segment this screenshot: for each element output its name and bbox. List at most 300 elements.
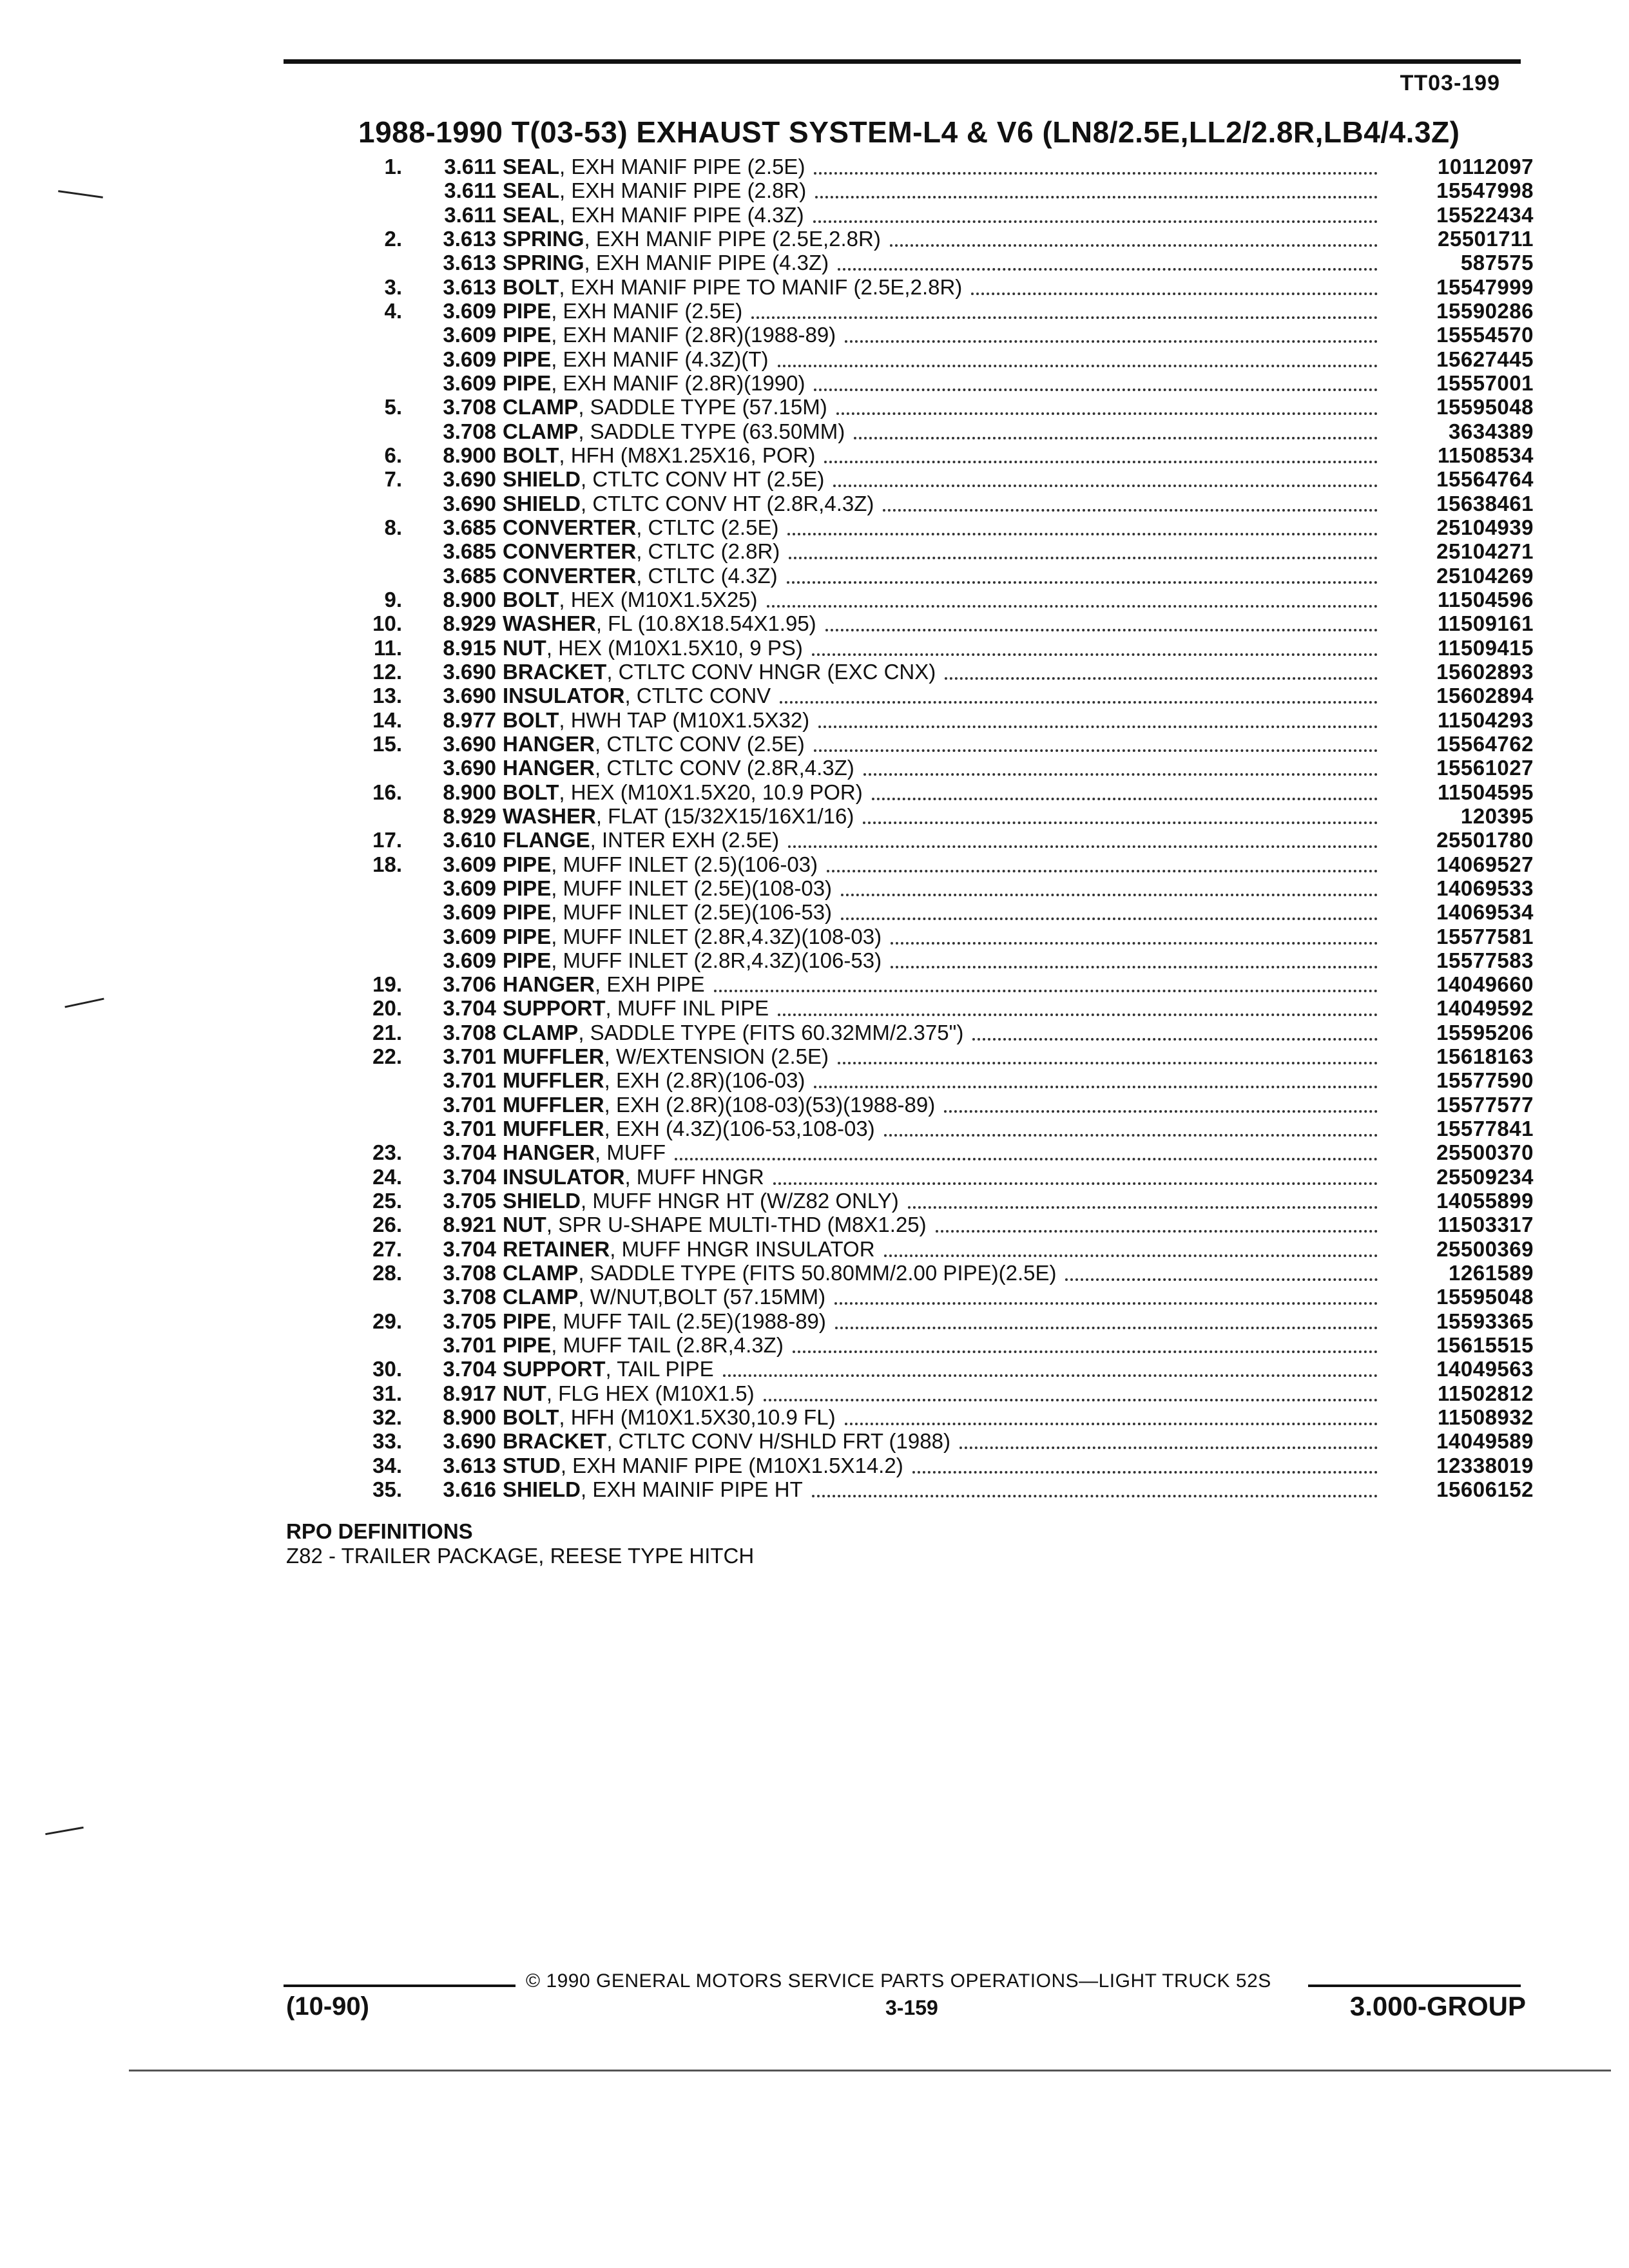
dot-leader: [838, 251, 1378, 271]
part-name: RETAINER: [503, 1236, 610, 1261]
part-name: FLANGE: [503, 828, 590, 852]
part-detail: , MUFF INL PIPE: [605, 996, 769, 1021]
item-number: 6.: [384, 443, 402, 467]
item-number: 9.: [384, 587, 402, 611]
part-number: 15577583: [1436, 948, 1534, 972]
item-number: 12.: [372, 659, 402, 684]
part-description: [503, 996, 1385, 1020]
part-description: [503, 443, 1385, 467]
part-description: [503, 539, 1385, 563]
part-number: 15615515: [1436, 1333, 1534, 1358]
part-description: [503, 395, 1385, 419]
dot-leader: [834, 1285, 1378, 1305]
part-name: WASHER: [503, 803, 596, 828]
group-number: 3.685: [443, 539, 496, 564]
part-description: [503, 467, 1385, 491]
group-number: 3.613: [443, 251, 496, 275]
part-detail: , EXH MAINIF PIPE HT: [581, 1477, 803, 1502]
dot-leader: [838, 1044, 1378, 1064]
part-description: [503, 1357, 1385, 1381]
parts-row: [348, 900, 1534, 924]
item-number: 16.: [372, 780, 402, 804]
group-number: 3.690: [443, 684, 496, 708]
part-detail: , MUFF INLET (2.8R,4.3Z)(108-03): [551, 924, 882, 948]
part-name: NUT: [503, 635, 546, 660]
part-description: [503, 515, 1385, 539]
part-name: BOLT: [503, 587, 559, 611]
part-detail: , MUFF TAIL (2.5E)(1988-89): [551, 1309, 826, 1333]
part-number: 587575: [1460, 251, 1534, 275]
dot-leader: [824, 443, 1378, 463]
item-number: 23.: [372, 1140, 402, 1165]
dot-leader: [773, 1165, 1378, 1185]
part-number: 15638461: [1436, 491, 1534, 515]
part-number: 15595048: [1436, 395, 1534, 419]
part-name: WASHER: [503, 611, 596, 636]
parts-row: [348, 660, 1534, 684]
parts-row: [348, 178, 1534, 202]
parts-row: [348, 251, 1534, 274]
dot-leader: [884, 1117, 1378, 1137]
parts-row: [348, 828, 1534, 852]
part-detail: , EXH MANIF (4.3Z)(T): [551, 347, 769, 371]
dot-leader: [723, 1357, 1378, 1377]
group-number: 3.609: [443, 347, 496, 371]
part-number: 15602894: [1436, 684, 1534, 708]
part-number: 14049660: [1436, 972, 1534, 997]
part-number: 11508932: [1437, 1405, 1534, 1430]
item-number: 5.: [384, 395, 402, 419]
part-detail: , CTLTC (4.3Z): [636, 563, 778, 588]
part-description: [503, 780, 1385, 804]
part-name: PIPE: [503, 852, 552, 876]
page-id: TT03-199: [1400, 71, 1500, 95]
part-description: [503, 732, 1385, 756]
group-number: 3.704: [443, 1236, 496, 1261]
parts-row: [348, 275, 1534, 299]
part-description: [503, 925, 1385, 948]
item-number: 28.: [372, 1261, 402, 1285]
part-description: [503, 708, 1385, 732]
part-name: CONVERTER: [503, 515, 637, 539]
part-name: CLAMP: [503, 419, 579, 443]
group-number: 3.704: [443, 996, 496, 1021]
group-number: 3.704: [443, 1140, 496, 1165]
part-detail: , MUFF INLET (2.5)(106-03): [551, 852, 818, 876]
group-number: 3.613: [443, 274, 496, 299]
item-number: 11.: [373, 635, 402, 660]
part-detail: , EXH MANIF PIPE (2.8R): [559, 178, 807, 203]
parts-row: [348, 1189, 1534, 1213]
part-name: SHIELD: [503, 1189, 581, 1213]
part-description: [503, 972, 1385, 996]
part-number: 15595206: [1436, 1020, 1534, 1044]
part-description: [503, 1021, 1385, 1044]
dot-leader: [890, 227, 1378, 247]
part-number: 11503317: [1437, 1213, 1534, 1237]
part-detail: , EXH MANIF PIPE (4.3Z): [559, 202, 804, 227]
part-name: MUFFLER: [503, 1044, 604, 1069]
dot-leader: [812, 1477, 1378, 1497]
part-name: HANGER: [503, 756, 595, 780]
part-description: [503, 660, 1385, 684]
part-description: [503, 371, 1385, 395]
group-number: 3.708: [443, 395, 496, 419]
part-number: 25104269: [1436, 563, 1534, 588]
dot-leader: [778, 347, 1378, 367]
part-number: 25500370: [1436, 1140, 1534, 1165]
item-number: 25.: [372, 1189, 402, 1213]
group-number: 8.921: [443, 1213, 496, 1237]
item-number: 29.: [372, 1309, 402, 1333]
part-detail: , SPR U-SHAPE MULTI-THD (M8X1.25): [546, 1213, 927, 1237]
part-detail: , HEX (M10X1.5X25): [559, 587, 758, 611]
group-number: 3.690: [443, 467, 496, 492]
group-number: 3.705: [443, 1189, 496, 1213]
part-name: BOLT: [503, 443, 559, 467]
part-name: MUFFLER: [503, 1117, 604, 1141]
part-description: [503, 1165, 1385, 1189]
group-number: 3.609: [443, 370, 496, 395]
part-detail: , EXH (2.8R)(108-03)(53)(1988-89): [604, 1092, 936, 1117]
item-number: 13.: [372, 684, 402, 708]
part-description: [503, 684, 1385, 707]
item-number: 21.: [372, 1020, 402, 1044]
part-description: [503, 756, 1385, 780]
part-description: [503, 347, 1385, 371]
dot-leader: [788, 828, 1378, 848]
dot-leader: [972, 1021, 1378, 1041]
parts-row: [348, 588, 1534, 611]
part-description: [503, 1285, 1385, 1309]
part-name: PIPE: [503, 347, 552, 371]
part-name: PIPE: [503, 876, 552, 900]
part-description: [503, 1309, 1385, 1333]
part-number: 15554570: [1436, 323, 1534, 347]
dot-leader: [813, 203, 1378, 223]
group-number: 8.900: [443, 1405, 496, 1430]
part-number: 11502812: [1437, 1381, 1534, 1405]
group-number: 3.610: [443, 828, 496, 852]
part-name: BOLT: [503, 707, 559, 732]
part-description: [503, 323, 1385, 347]
part-name: PIPE: [503, 900, 552, 925]
part-name: INSULATOR: [503, 1164, 625, 1189]
part-name: NUT: [503, 1381, 546, 1405]
part-description: [503, 227, 1385, 251]
item-number: 32.: [372, 1405, 402, 1430]
part-name: SPRING: [503, 251, 584, 275]
parts-row: [348, 684, 1534, 707]
parts-row: [348, 732, 1534, 756]
dot-leader: [833, 467, 1378, 487]
parts-row: [348, 756, 1534, 780]
part-name: CONVERTER: [503, 563, 637, 588]
part-detail: , INTER EXH (2.5E): [590, 828, 780, 852]
page-title: 1988-1990 T(03-53) EXHAUST SYSTEM-L4 & V6 (LN8/2.5E,LL2/2.8R,LB4/4.3Z): [358, 115, 1460, 149]
item-number: 31.: [372, 1381, 402, 1405]
dot-leader: [1065, 1261, 1378, 1281]
part-number: 25509234: [1436, 1164, 1534, 1189]
part-name: BRACKET: [503, 1429, 607, 1454]
dot-leader: [778, 996, 1378, 1016]
group-number: 8.900: [443, 587, 496, 611]
dot-leader: [944, 1093, 1378, 1113]
parts-row: [348, 1309, 1534, 1333]
dot-leader: [908, 1189, 1378, 1209]
part-detail: , EXH MANIF (2.5E): [551, 298, 743, 323]
group-number: 3.611: [444, 155, 496, 178]
group-number: 3.690: [443, 731, 496, 756]
part-detail: , EXH MANIF PIPE TO MANIF (2.5E,2.8R): [559, 274, 963, 299]
group-number: 3.609: [443, 876, 496, 900]
copyright-notice: © 1990 GENERAL MOTORS SERVICE PARTS OPERATIONS—LIGHT TRUCK 52S: [526, 1970, 1271, 1992]
parts-row: [348, 1213, 1534, 1236]
parts-row: [348, 1285, 1534, 1309]
group-number: 3.685: [443, 515, 496, 539]
item-number: 2.: [384, 226, 402, 251]
part-name: SEAL: [503, 202, 560, 227]
part-name: MUFFLER: [503, 1068, 604, 1093]
part-number: 15602893: [1436, 659, 1534, 684]
part-detail: , HWH TAP (M10X1.5X32): [559, 707, 810, 732]
item-number: 27.: [372, 1236, 402, 1261]
group-number: 8.900: [443, 443, 496, 467]
part-detail: , MUFF INLET (2.5E)(106-53): [551, 900, 833, 925]
part-number: 25500369: [1436, 1236, 1534, 1261]
part-detail: , HEX (M10X1.5X20, 10.9 POR): [559, 780, 863, 804]
part-description: [503, 804, 1385, 828]
dot-leader: [936, 1213, 1378, 1233]
scan-mark: [45, 1827, 84, 1835]
dot-leader: [814, 1068, 1378, 1088]
part-number: 15606152: [1436, 1477, 1534, 1502]
dot-leader: [884, 1237, 1378, 1257]
parts-row: [348, 852, 1534, 876]
dot-leader: [836, 395, 1378, 415]
part-description: [503, 419, 1385, 443]
part-name: CLAMP: [503, 1261, 579, 1285]
group-number: 3.611: [444, 202, 496, 227]
part-number: 14055899: [1436, 1189, 1534, 1213]
parts-row: [348, 948, 1534, 972]
part-detail: , EXH MANIF PIPE (4.3Z): [584, 251, 829, 275]
group-number: 3.609: [443, 924, 496, 948]
part-detail: , MUFF INLET (2.8R,4.3Z)(106-53): [551, 948, 882, 972]
part-name: HANGER: [503, 1140, 595, 1165]
part-number: 14069527: [1436, 852, 1534, 876]
part-detail: , W/NUT,BOLT (57.15MM): [578, 1285, 826, 1309]
dot-leader: [841, 900, 1378, 920]
part-number: 14069533: [1436, 876, 1534, 900]
part-description: [503, 588, 1385, 611]
parts-row: [348, 419, 1534, 443]
dot-leader: [780, 684, 1378, 704]
dot-leader: [945, 660, 1378, 680]
part-description: [503, 251, 1385, 274]
part-detail: , SADDLE TYPE (57.15M): [578, 395, 827, 419]
part-description: [503, 948, 1385, 972]
parts-row: [348, 972, 1534, 996]
group-number: 3.706: [443, 972, 496, 997]
part-description: [503, 1429, 1385, 1453]
dot-leader: [764, 1381, 1378, 1401]
rpo-definition: Z82 - TRAILER PACKAGE, REESE TYPE HITCH: [286, 1544, 755, 1568]
parts-row: [348, 1044, 1534, 1068]
parts-row: [348, 1165, 1534, 1189]
part-number: 15547998: [1436, 178, 1534, 203]
part-name: SHIELD: [503, 467, 581, 492]
part-detail: , CTLTC CONV (2.5E): [595, 731, 805, 756]
header-rule: [284, 59, 1521, 64]
part-name: HANGER: [503, 972, 595, 997]
part-name: STUD: [503, 1453, 561, 1477]
parts-row: [348, 1333, 1534, 1357]
part-description: [503, 178, 1385, 202]
part-number: 14049592: [1436, 996, 1534, 1021]
part-detail: , SADDLE TYPE (63.50MM): [578, 419, 845, 443]
part-detail: , CTLTC CONV HT (2.5E): [581, 467, 825, 492]
dot-leader: [891, 948, 1378, 968]
parts-row: [348, 1477, 1534, 1501]
dot-leader: [814, 371, 1378, 391]
parts-list: [348, 155, 1534, 1501]
section-group: 3.000-GROUP: [1349, 1991, 1526, 2021]
group-number: 3.609: [443, 852, 496, 876]
group-number: 3.609: [443, 298, 496, 323]
part-name: PIPE: [503, 323, 552, 347]
part-detail: , MUFF HNGR HT (W/Z82 ONLY): [581, 1189, 899, 1213]
item-number: 4.: [384, 298, 402, 323]
group-number: 3.690: [443, 659, 496, 684]
part-description: [503, 275, 1385, 299]
part-description: [503, 1237, 1385, 1261]
rpo-definitions: [286, 1519, 754, 1568]
part-name: MUFFLER: [503, 1092, 604, 1117]
part-number: 11504596: [1437, 587, 1534, 611]
part-description: [503, 1044, 1385, 1068]
part-detail: , FL (10.8X18.54X1.95): [595, 611, 816, 636]
dot-leader: [959, 1429, 1378, 1449]
part-number: 14049589: [1436, 1429, 1534, 1454]
part-name: CONVERTER: [503, 539, 637, 564]
part-name: SEAL: [503, 178, 560, 203]
parts-row: [348, 227, 1534, 251]
part-detail: , EXH PIPE: [595, 972, 705, 997]
part-number: 15557001: [1436, 370, 1534, 395]
part-number: 11504595: [1437, 780, 1534, 804]
parts-row: [348, 1429, 1534, 1453]
part-number: 11509161: [1437, 611, 1534, 636]
part-description: [503, 1140, 1385, 1164]
parts-row: [348, 155, 1534, 178]
part-name: NUT: [503, 1213, 546, 1237]
dot-leader: [815, 178, 1378, 198]
parts-row: [348, 1117, 1534, 1140]
item-number: 24.: [372, 1164, 402, 1189]
parts-row: [348, 636, 1534, 660]
dot-leader: [845, 323, 1378, 343]
part-number: 15564762: [1436, 731, 1534, 756]
part-number: 25104939: [1436, 515, 1534, 539]
group-number: 3.708: [443, 1285, 496, 1309]
group-number: 3.708: [443, 419, 496, 443]
parts-row: [348, 1093, 1534, 1117]
part-name: SHIELD: [503, 491, 581, 515]
parts-row: [348, 1021, 1534, 1044]
part-number: 10112097: [1437, 155, 1534, 178]
dot-leader: [872, 780, 1378, 800]
part-detail: , MUFF: [595, 1140, 666, 1165]
part-detail: , EXH (4.3Z)(106-53,108-03): [604, 1117, 875, 1141]
item-number: 30.: [372, 1357, 402, 1381]
parts-row: [348, 1405, 1534, 1429]
part-name: BOLT: [503, 274, 559, 299]
part-description: [503, 564, 1385, 588]
dot-leader: [854, 419, 1378, 439]
part-description: [503, 492, 1385, 515]
part-description: [503, 1093, 1385, 1117]
part-description: [503, 828, 1385, 852]
item-number: 3.: [384, 274, 402, 299]
part-number: 15577841: [1436, 1117, 1534, 1141]
item-number: 34.: [372, 1453, 402, 1477]
parts-row: [348, 996, 1534, 1020]
item-number: 20.: [372, 996, 402, 1021]
dot-leader: [787, 564, 1378, 584]
group-number: 8.900: [443, 780, 496, 804]
part-name: PIPE: [503, 948, 552, 972]
item-number: 18.: [372, 852, 402, 876]
parts-row: [348, 804, 1534, 828]
part-number: 15590286: [1436, 298, 1534, 323]
part-name: BOLT: [503, 1405, 559, 1430]
part-detail: , CTLTC CONV H/SHLD FRT (1988): [606, 1429, 950, 1454]
group-number: 3.609: [443, 900, 496, 925]
revision-date: (10-90): [286, 1992, 369, 2021]
parts-row: [348, 1381, 1534, 1405]
group-number: 3.708: [443, 1020, 496, 1044]
group-number: 3.611: [444, 178, 496, 203]
scan-mark: [58, 190, 103, 198]
parts-row: [348, 299, 1534, 323]
part-description: [503, 203, 1385, 227]
part-description: [503, 636, 1385, 660]
part-detail: , EXH MANIF (2.8R)(1988-89): [551, 323, 836, 347]
group-number: 3.704: [443, 1164, 496, 1189]
group-number: 3.701: [443, 1068, 496, 1093]
footer-rule-right: [1308, 1984, 1521, 1987]
part-number: 25501780: [1436, 828, 1534, 852]
part-name: SHIELD: [503, 1477, 581, 1502]
group-number: 3.690: [443, 491, 496, 515]
item-number: 7.: [384, 467, 402, 492]
part-name: PIPE: [503, 370, 552, 395]
group-number: 3.701: [443, 1092, 496, 1117]
part-number: 15561027: [1436, 756, 1534, 780]
dot-leader: [825, 611, 1378, 631]
part-number: 15593365: [1436, 1309, 1534, 1333]
part-description: [503, 1117, 1385, 1140]
part-detail: , MUFF HNGR: [624, 1164, 764, 1189]
part-description: [503, 611, 1385, 635]
dot-leader: [814, 732, 1378, 752]
dot-leader: [912, 1454, 1378, 1474]
part-number: 15547999: [1436, 274, 1534, 299]
item-number: 19.: [372, 972, 402, 997]
part-number: 15577581: [1436, 924, 1534, 948]
dot-leader: [675, 1140, 1378, 1160]
